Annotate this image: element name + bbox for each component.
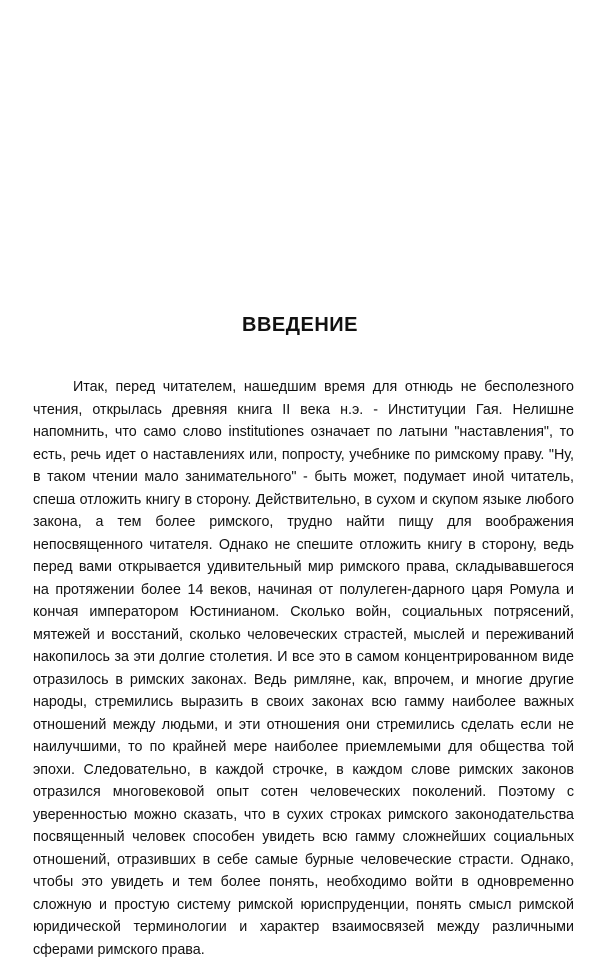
page-title: ВВЕДЕНИЕ	[242, 314, 358, 337]
body-paragraph: Итак, перед читателем, нашедшим время для отнюдь не бесполезного чтения, открылась древняя книга II века н.э. - Институции Гая. Нелишне напомнить, что само слово institutiones означает по латыни "наставления", то есть, речь идет о наставлениях или, попросту, учебнике по римскому праву. "Ну, в таком чтении мало занимательного" - быть может, подумает иной читатель, спеша отложить книгу в сторону. Действительно, в сухом и скупом языке любого закона, а тем более римского, трудно найти пищу для воображения непосвященного читателя. Однако не спешите отложить книгу в сторону, ведь перед вами открывается удивительный мир римского права, складывавшегося на протяжении более 14 веков, начиная от полулеген-дарного царя Ромула и кончая императором Юстинианом. Сколько войн, социальных потрясений, мятежей и восстаний, сколько человеческих страстей, мыслей и переживаний накопилось за эти долгие столетия. И все это в самом концентрированном виде отразилось в римских законах. Ведь римляне, как, впрочем, и многие другие народы, стремились выразить в своих законах всю гамму наиболее важных отношений между людьми, и эти отношения они стремились сделать если не наилучшими, то по крайней мере наиболее приемлемыми для общества той эпохи. Следовательно, в каждой строчке, в каждом слове римских законов отразился многовековой опыт сотен человеческих поколений. Поэтому с уверенностью можно сказать, что в сухих строках римского законодательства посвященный человек способен увидеть всю гамму сложнейших социальных отношений, отразивших в себе самые бурные человеческие страсти. Однако, чтобы это увидеть и тем более понять, необходимо войти в одновременно сложную и простую систему римской юриспруденции, понять смысл римской юридической терминологии и характер взаимосвязей между различными сферами римского права.	[33, 379, 574, 958]
